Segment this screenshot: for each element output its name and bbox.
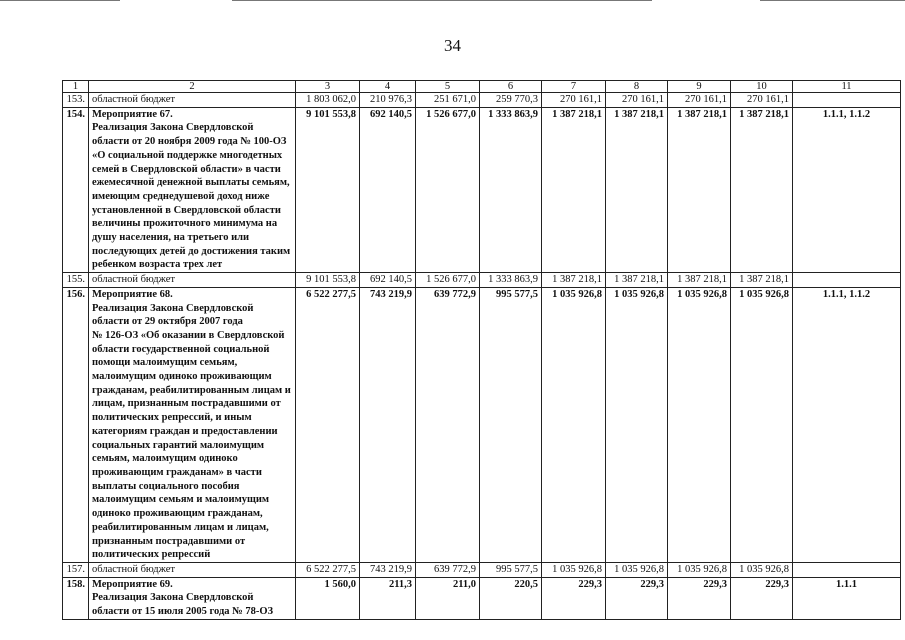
cell-value-col-8: 1 035 926,8: [606, 287, 668, 562]
col-header-1: 1: [63, 81, 89, 93]
cell-value-col-8: 229,3: [606, 577, 668, 619]
target-indicator: [793, 562, 901, 577]
row-number: 158.: [63, 577, 89, 619]
row-name-line: душу населения, на третьего или: [92, 232, 250, 244]
cell-value-col-10: 229,3: [731, 577, 793, 619]
table-row: [63, 93, 901, 108]
col-header-5: 5: [416, 81, 480, 93]
cell-value-col-8: 1 035 926,8: [606, 562, 668, 577]
cell-value-col-3: 6 522 277,5: [296, 562, 360, 577]
cell-value-col-8: 270 161,1: [606, 93, 668, 108]
table-row: [63, 273, 901, 288]
cell-value-col-3: 6 522 277,5: [296, 287, 360, 562]
row-name-line: Мероприятие 69.: [92, 578, 173, 590]
cell-value-col-5: 251 671,0: [416, 93, 480, 108]
row-name-line: признанным пострадавшими от: [92, 535, 246, 547]
row-name-line: выплаты социального пособия: [92, 480, 240, 492]
table-row: [63, 562, 901, 577]
table-row: [63, 577, 901, 619]
cell-value-col-4: 743 219,9: [360, 562, 416, 577]
cell-value-col-8: 1 387 218,1: [606, 107, 668, 272]
row-name: [89, 107, 296, 272]
row-name-line: величины прожиточного минимума на: [92, 218, 278, 230]
row-name-line: установленной в Свердловской области: [92, 204, 281, 216]
budget-table: [62, 80, 901, 620]
cell-value-col-10: 270 161,1: [731, 93, 793, 108]
cell-value-col-9: 1 035 926,8: [668, 287, 731, 562]
cell-value-col-10: 1 035 926,8: [731, 562, 793, 577]
target-indicator: 1.1.1: [793, 577, 901, 619]
cell-value-col-4: 692 140,5: [360, 273, 416, 288]
cell-value-col-4: 211,3: [360, 577, 416, 619]
row-name-line: ребенком возраста трех лет: [92, 259, 223, 271]
row-number: 155.: [63, 273, 89, 288]
cell-value-col-9: 1 387 218,1: [668, 107, 731, 272]
target-indicator: 1.1.1, 1.1.2: [793, 107, 901, 272]
cell-value-col-7: 270 161,1: [542, 93, 606, 108]
row-name-line: области от 15 июля 2005 года № 78-ОЗ: [92, 606, 274, 618]
row-name-line: реабилитированным лицам и лицам,: [92, 521, 269, 533]
row-name-line: областной бюджет: [92, 274, 175, 286]
row-name: [89, 577, 296, 619]
row-name-line: области от 29 октября 2007 года: [92, 316, 243, 328]
row-name-line: Мероприятие 68.: [92, 288, 173, 300]
row-name-line: помощи малоимущим семьям,: [92, 357, 238, 369]
row-name-line: Реализация Закона Свердловской: [92, 302, 254, 314]
cell-value-col-6: 995 577,5: [480, 562, 542, 577]
cell-value-col-4: 210 976,3: [360, 93, 416, 108]
row-name-line: лицам, признанным пострадавшими от: [92, 398, 281, 410]
cell-value-col-6: 1 333 863,9: [480, 107, 542, 272]
row-name-line: гражданам, реабилитированным лицам и: [92, 384, 291, 396]
cell-value-col-7: 229,3: [542, 577, 606, 619]
row-number: 157.: [63, 562, 89, 577]
row-name-line: последующих детей до достижения таким: [92, 245, 291, 257]
row-name-line: одиноко проживающим гражданам,: [92, 508, 263, 520]
row-name-line: ежемесячной денежной выплаты семьям,: [92, 177, 290, 189]
table-row: [63, 107, 901, 272]
row-name: [89, 562, 296, 577]
cell-value-col-9: 1 035 926,8: [668, 562, 731, 577]
cell-value-col-9: 1 387 218,1: [668, 273, 731, 288]
row-name-line: областной бюджет: [92, 563, 175, 575]
row-name-line: области государственной социальной: [92, 343, 270, 355]
row-name: [89, 273, 296, 288]
cell-value-col-8: 1 387 218,1: [606, 273, 668, 288]
row-name-line: семьям, малоимущим одиноко: [92, 453, 238, 465]
col-header-4: 4: [360, 81, 416, 93]
cell-value-col-9: 229,3: [668, 577, 731, 619]
row-name-line: малоимущим одиноко проживающим: [92, 371, 272, 383]
row-number: 156.: [63, 287, 89, 562]
cell-value-col-5: 639 772,9: [416, 287, 480, 562]
row-name-line: малоимущим семьям и малоимущим: [92, 494, 270, 506]
row-name-line: политических репрессий, и иным: [92, 412, 252, 424]
row-name: [89, 93, 296, 108]
row-name-line: № 126-ОЗ «Об оказании в Свердловской: [92, 329, 285, 341]
row-name: [89, 287, 296, 562]
row-name-line: Мероприятие 67.: [92, 108, 173, 120]
cell-value-col-7: 1 035 926,8: [542, 562, 606, 577]
cell-value-col-3: 9 101 553,8: [296, 273, 360, 288]
target-indicator: [793, 93, 901, 108]
col-header-10: 10: [731, 81, 793, 93]
col-header-3: 3: [296, 81, 360, 93]
cell-value-col-7: 1 387 218,1: [542, 107, 606, 272]
row-name-line: категориям граждан и предоставлении: [92, 425, 278, 437]
row-name-line: семей в Свердловской области» в части: [92, 163, 281, 175]
row-name-line: области от 20 ноября 2009 года № 100-ОЗ: [92, 136, 287, 148]
col-header-11: 11: [793, 81, 901, 93]
col-header-9: 9: [668, 81, 731, 93]
cell-value-col-5: 1 526 677,0: [416, 273, 480, 288]
row-name-line: Реализация Закона Свердловской: [92, 122, 254, 134]
cell-value-col-3: 1 560,0: [296, 577, 360, 619]
cell-value-col-5: 1 526 677,0: [416, 107, 480, 272]
cell-value-col-6: 1 333 863,9: [480, 273, 542, 288]
col-header-6: 6: [480, 81, 542, 93]
row-name-line: имеющим среднедушевой доход ниже: [92, 190, 270, 202]
scan-top-edge: [0, 0, 905, 2]
cell-value-col-6: 220,5: [480, 577, 542, 619]
row-number: 153.: [63, 93, 89, 108]
cell-value-col-7: 1 035 926,8: [542, 287, 606, 562]
row-name-line: социальных гарантий малоимущим: [92, 439, 265, 451]
row-number: 154.: [63, 107, 89, 272]
header-row: [63, 81, 901, 93]
cell-value-col-4: 692 140,5: [360, 107, 416, 272]
table-row: [63, 287, 901, 562]
cell-value-col-6: 259 770,3: [480, 93, 542, 108]
cell-value-col-4: 743 219,9: [360, 287, 416, 562]
cell-value-col-5: 639 772,9: [416, 562, 480, 577]
row-name-line: Реализация Закона Свердловской: [92, 592, 254, 604]
target-indicator: 1.1.1, 1.1.2: [793, 287, 901, 562]
cell-value-col-7: 1 387 218,1: [542, 273, 606, 288]
col-header-2: 2: [89, 81, 296, 93]
row-name-line: «О социальной поддержке многодетных: [92, 149, 283, 161]
cell-value-col-3: 9 101 553,8: [296, 107, 360, 272]
cell-value-col-6: 995 577,5: [480, 287, 542, 562]
col-header-8: 8: [606, 81, 668, 93]
cell-value-col-3: 1 803 062,0: [296, 93, 360, 108]
cell-value-col-9: 270 161,1: [668, 93, 731, 108]
cell-value-col-5: 211,0: [416, 577, 480, 619]
cell-value-col-10: 1 035 926,8: [731, 287, 793, 562]
cell-value-col-10: 1 387 218,1: [731, 273, 793, 288]
cell-value-col-10: 1 387 218,1: [731, 107, 793, 272]
row-name-line: политических репрессий: [92, 549, 211, 561]
col-header-7: 7: [542, 81, 606, 93]
row-name-line: областной бюджет: [92, 94, 175, 105]
target-indicator: [793, 273, 901, 288]
page-number: 34: [444, 36, 461, 55]
row-name-line: проживающим гражданам» в части: [92, 466, 262, 478]
